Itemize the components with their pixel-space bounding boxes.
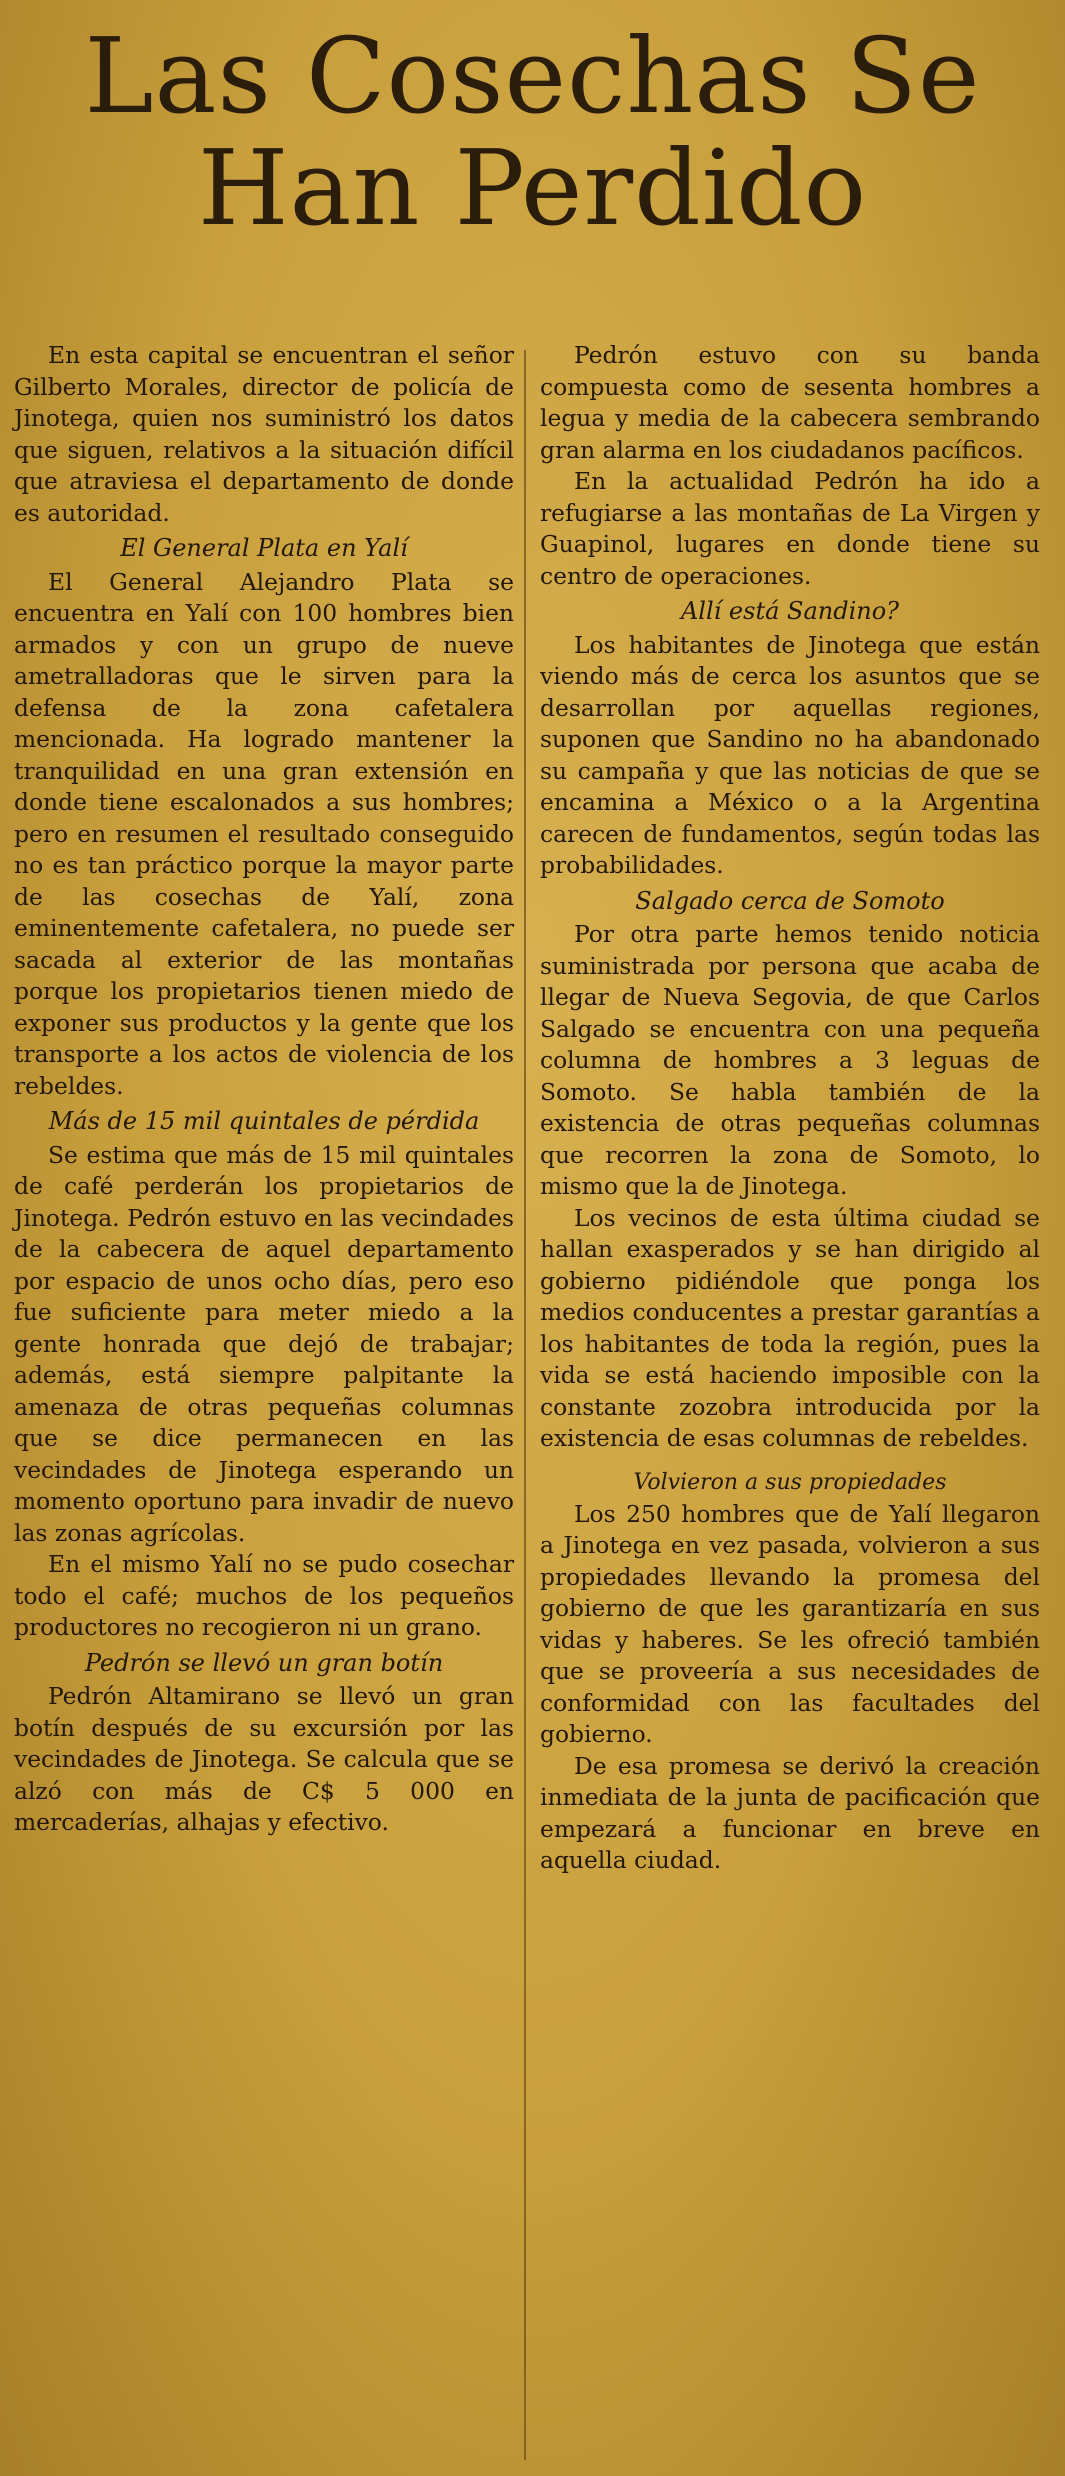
left-paragraph-3: Se estima que más de 15 mil quintales de café perderán los propietarios de Jinotega. Pedrón estuvo en las vecindades de la cabecera de aquel departamento por espacio de unos ocho días, pero eso fue suficiente para meter miedo a la gente honrada que dejó de trabajar; además, está siempre palpitante la amenaza de otras pequeñas columnas que se dice permanecen en las vecindades de Jinotega esperando un momento oportuno para invadir de nuevo las zonas agrícolas.: [14, 1140, 514, 1547]
column-divider: [524, 350, 526, 2460]
spacer: [540, 1455, 1040, 1465]
right-subhead-1: Allí está Sandino?: [680, 597, 900, 625]
left-paragraph-5: Pedrón Altamirano se llevó un gran botín después de su excursión por las vecindades de Jinotega. Se calcula que se alzó con más de C$ 5 000 en mercaderías, alhajas y efectivo.: [14, 1682, 514, 1836]
left-subhead-1: El General Plata en Yalí: [120, 534, 408, 562]
left-paragraph-2: El General Alejandro Plata se encuentra en Yalí con 100 hombres bien armados y con un grupo de nueve ametralladoras que le sirven para la defensa de la zona cafetalera mencionada. Ha logrado mantener la tranquilidad en una gran extensión en donde tiene escalonados a sus hombres; pero en resumen el resultado conseguido no es tan práctico porque la mayor parte de las cosechas de Yalí, zona eminentemente cafetalera, no puede ser sacada al exterior de las montañas porque los propietarios tienen miedo de exponer sus productos y la gente que los transporte a los actos de violencia de los rebeldes.: [14, 567, 514, 1100]
headline-line-2: Han Perdido: [197, 127, 868, 250]
right-paragraph-6: Los 250 hombres que de Yalí llegaron a Jinotega en vez pasada, volvieron a sus propiedades llevando la promesa del gobierno de que les garantizaría en sus vidas y haberes. Se les ofreció también que se proveería a sus necesidades de conformidad con las facultades del gobierno.: [540, 1499, 1040, 1748]
right-column: [540, 340, 1040, 1877]
right-paragraph-7: De esa promesa se derivó la creación inmediata de la junta de pacificación que empezará a funcionar en breve en aquella ciudad.: [540, 1751, 1040, 1874]
left-paragraph-1: En esta capital se encuentran el señor Gilberto Morales, director de policía de Jinotega, quien nos suministró los datos que siguen, relativos a la situación difícil que atraviesa el departamento de donde es autoridad.: [14, 341, 514, 527]
right-paragraph-5: Los vecinos de esta última ciudad se hallan exasperados y se han dirigido al gobierno pidiéndole que ponga los medios conducentes a prestar garantías a los habitantes de toda la región, pues la vida se está haciendo imposible con la constante zozobra introducida por la existencia de esas columnas de rebeldes.: [540, 1203, 1040, 1452]
right-subhead-2: Salgado cerca de Somoto: [635, 886, 945, 915]
left-subhead-3: Pedrón se llevó un gran botín: [84, 1648, 444, 1677]
right-paragraph-1: Pedrón estuvo con su banda compuesta como de sesenta hombres a legua y media de la cabecera sembrando gran alarma en los ciudadanos pacíficos.: [540, 341, 1040, 464]
right-paragraph-4: Por otra parte hemos tenido noticia suministrada por persona que acaba de llegar de Nueva Segovia, de que Carlos Salgado se encuentra con una pequeña columna de hombres a 3 leguas de Somoto. Se habla también de la existencia de otras pequeñas columnas que recorren la zona de Somoto, lo mismo que la de Jinotega.: [540, 920, 1040, 1200]
right-paragraph-3: Los habitantes de Jinotega que están viendo más de cerca los asuntos que se desarrollan por aquellas regiones, suponen que Sandino no ha abandonado su campaña y que las noticias de que se encamina a México o a la Argentina carecen de fundamentos, según todas las probabilidades.: [540, 630, 1040, 879]
right-subhead-3: Volvieron a sus propiedades: [633, 1469, 947, 1495]
headline: [0, 15, 1065, 250]
right-paragraph-2: En la actualidad Pedrón ha ido a refugiarse a las montañas de La Virgen y Guapinol, lugares en donde tiene su centro de operaciones.: [540, 467, 1040, 590]
headline-line-1: Las Cosechas Se: [84, 15, 981, 137]
left-paragraph-4: En el mismo Yalí no se pudo cosechar todo el café; muchos de los pequeños productores no recogieron ni un grano.: [14, 1550, 514, 1641]
left-subhead-2: Más de 15 mil quintales de pérdida: [48, 1107, 480, 1135]
left-column: [14, 340, 514, 1839]
